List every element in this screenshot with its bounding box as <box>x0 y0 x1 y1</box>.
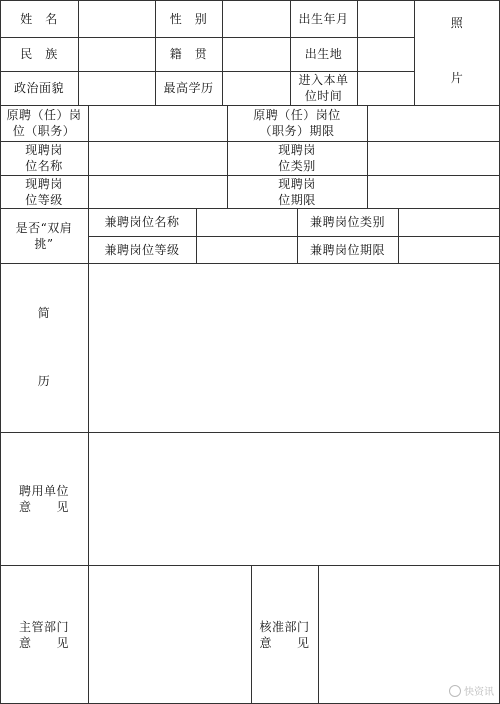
watermark-text: 快资讯 <box>464 687 494 698</box>
education-label: 最高学历 <box>163 81 214 95</box>
gender-field[interactable] <box>222 0 290 37</box>
original-post-label: 原聘（任）岗 位（职务） <box>6 108 82 138</box>
dual-role-label: 是否“双肩 挑” <box>15 220 73 251</box>
concurrent-post-name-label: 兼聘岗位名称 <box>104 215 180 229</box>
current-post-level-field[interactable] <box>88 175 227 208</box>
resume-label-char1: 简 <box>37 306 51 320</box>
join-date-field[interactable] <box>357 71 414 105</box>
join-date-label: 进入本单 位时间 <box>298 73 349 103</box>
native-place-label: 籍 贯 <box>169 47 208 61</box>
current-post-term-field[interactable] <box>367 175 500 208</box>
resume-label-char2: 历 <box>37 374 51 388</box>
supervisor-opinion-label: 主管部门 意 见 <box>18 619 69 650</box>
birth-date-field[interactable] <box>357 0 414 37</box>
ethnicity-label: 民 族 <box>20 47 58 61</box>
resume-field[interactable] <box>88 263 500 432</box>
supervisor-opinion-field[interactable] <box>88 565 251 704</box>
original-term-field[interactable] <box>367 105 500 141</box>
birth-date-label: 出生年月 <box>298 11 349 26</box>
concurrent-post-level-label: 兼聘岗位等级 <box>104 242 180 257</box>
photo-label-char1: 照 <box>450 16 464 30</box>
current-post-type-label: 现聘岗 位类别 <box>278 143 316 173</box>
name-label: 姓 名 <box>20 11 58 26</box>
concurrent-post-type-field[interactable] <box>398 208 500 236</box>
concurrent-post-type-label: 兼聘岗位类别 <box>309 215 385 229</box>
birthplace-field[interactable] <box>357 37 414 71</box>
resume-label-box <box>0 263 88 432</box>
photo-label-char2: 片 <box>450 71 464 85</box>
watermark <box>449 683 494 698</box>
political-status-label: 政治面貌 <box>13 81 64 95</box>
name-field[interactable] <box>78 0 155 37</box>
verification-opinion-label: 核准部门 意 见 <box>259 619 310 650</box>
political-status-field[interactable] <box>78 71 155 105</box>
current-post-name-field[interactable] <box>88 141 227 175</box>
native-place-field[interactable] <box>222 37 290 71</box>
education-field[interactable] <box>222 71 290 105</box>
concurrent-post-level-field[interactable] <box>196 236 297 263</box>
photo-box[interactable] <box>414 0 500 105</box>
concurrent-post-term-field[interactable] <box>398 236 500 263</box>
ethnicity-field[interactable] <box>78 37 155 71</box>
current-post-term-label: 现聘岗 位期限 <box>278 176 316 207</box>
birthplace-label: 出生地 <box>304 47 343 61</box>
watermark-logo-icon <box>449 685 461 697</box>
original-term-label: 原聘（任）岗位 （职务）期限 <box>253 108 341 138</box>
current-post-level-label: 现聘岗 位等级 <box>25 176 63 207</box>
gender-label: 性 别 <box>169 11 208 26</box>
current-post-type-field[interactable] <box>367 141 500 175</box>
current-post-name-label: 现聘岗 位名称 <box>25 143 63 173</box>
employer-opinion-field[interactable] <box>88 432 500 565</box>
concurrent-post-term-label: 兼聘岗位期限 <box>309 242 385 257</box>
concurrent-post-name-field[interactable] <box>196 208 297 236</box>
original-post-field[interactable] <box>88 105 227 141</box>
employer-opinion-label: 聘用单位 意 见 <box>18 483 69 514</box>
